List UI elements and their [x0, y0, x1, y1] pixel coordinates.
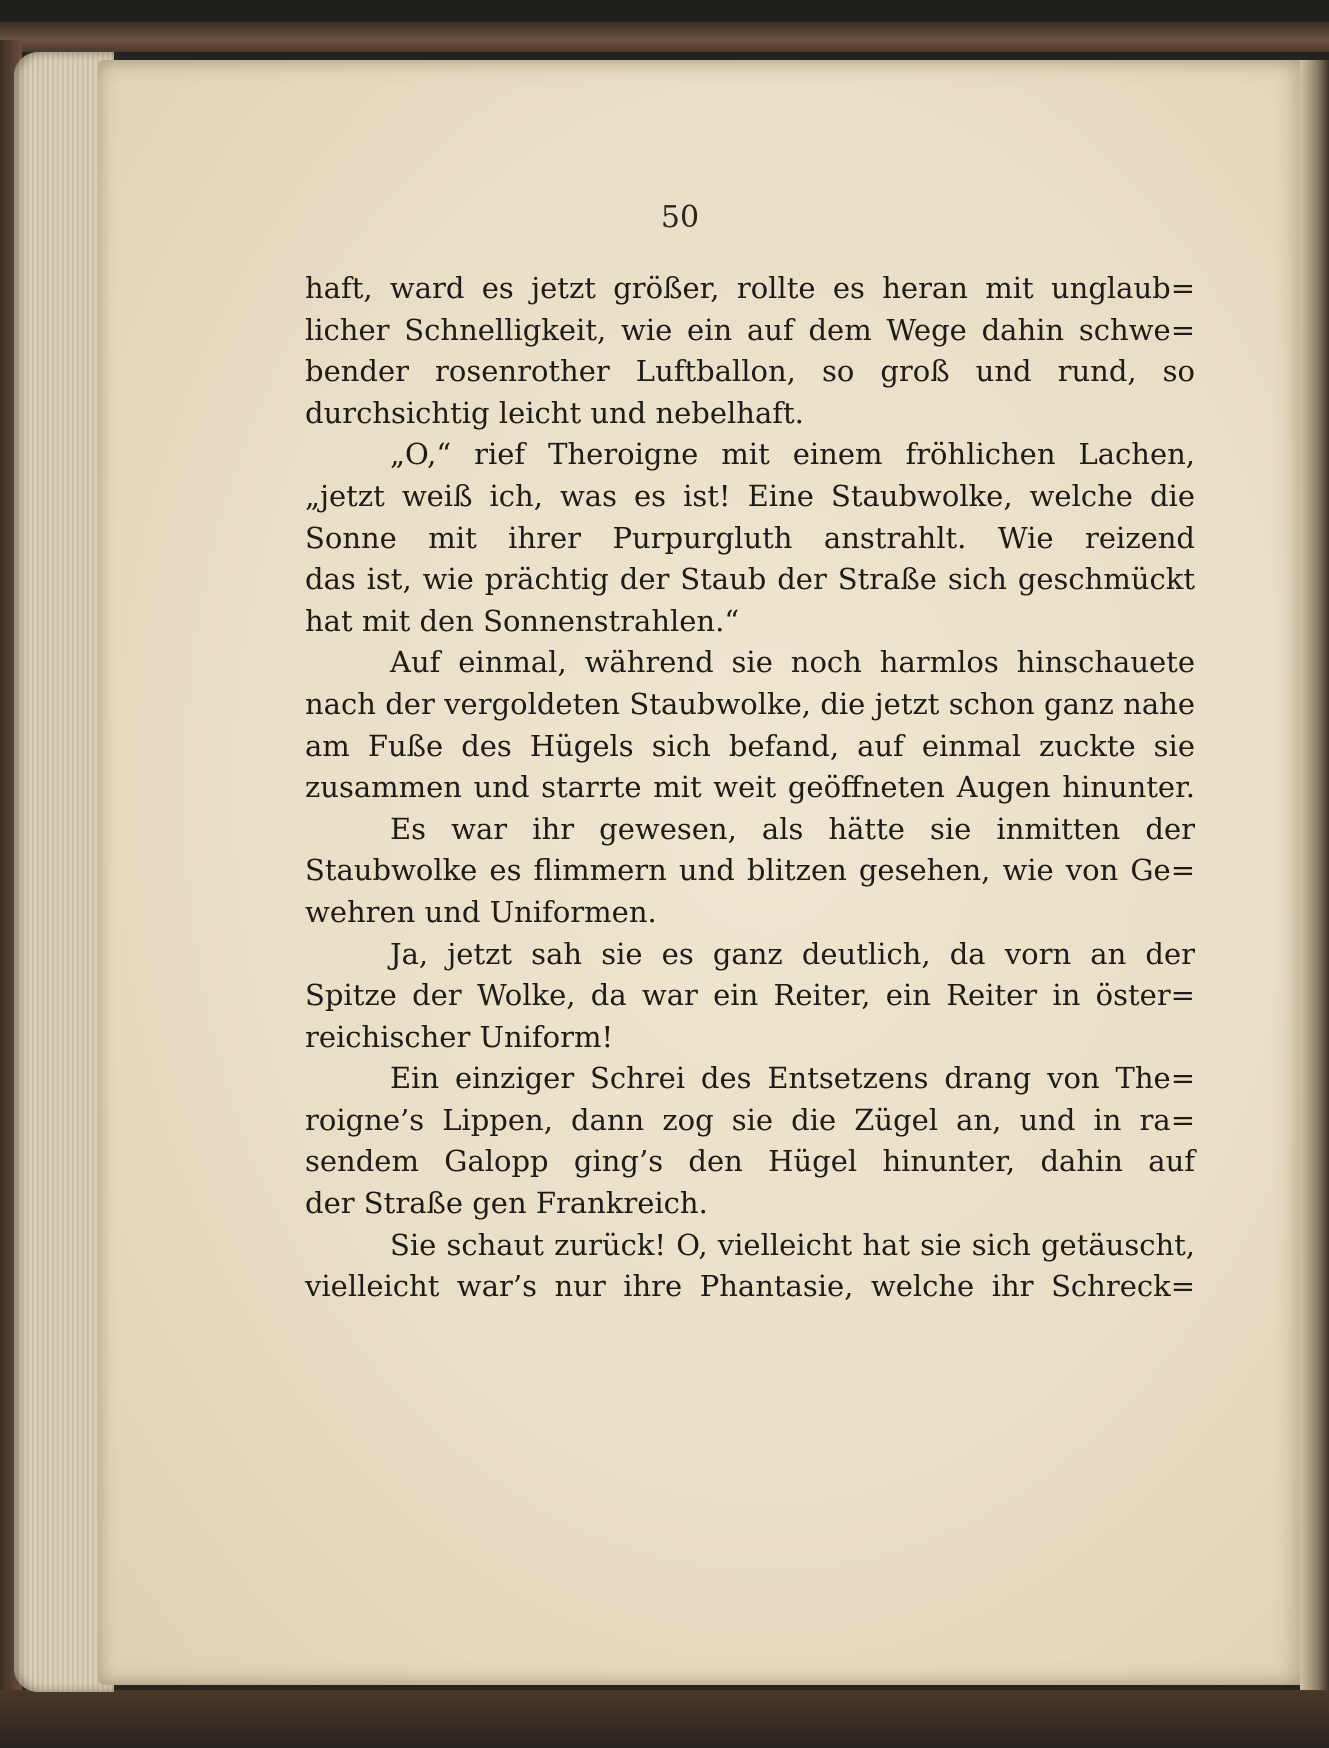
- text-line: der Straße gen Frankreich.: [305, 1186, 708, 1221]
- text-line: licher Schnelligkeit, wie ein auf dem Wege dahin schwe=: [305, 312, 1195, 347]
- text-line: haft, ward es jetzt größer, rollte es heran mit unglaub=: [305, 271, 1195, 305]
- text-line: vielleicht war’s nur ihre Phantasie, welche ihr Schreck=: [305, 1269, 1195, 1304]
- text-line: Es war ihr gewesen, als hätte sie inmitten der: [390, 811, 1195, 846]
- cover-edge-top: [0, 22, 1329, 52]
- text-line: durchsichtig leicht und nebelhaft.: [305, 395, 804, 430]
- text-line: Ja, jetzt sah sie es ganz deutlich, da vorn an der: [390, 936, 1195, 971]
- text-line: reichischer Uniform!: [305, 1019, 614, 1054]
- page-text: [305, 268, 1195, 1308]
- text-line: hat mit den Sonnenstrahlen.“: [305, 603, 740, 638]
- text-line: „O,“ rief Theroigne mit einem fröhlichen Lachen,: [390, 437, 1195, 472]
- cover-edge-bottom: [0, 1690, 1329, 1748]
- text-line: Auf einmal, während sie noch harmlos hinschauete: [390, 645, 1195, 680]
- text-line: Sonne mit ihrer Purpurgluth anstrahlt. Wie reizend: [305, 520, 1195, 555]
- text-line: Staubwolke es flimmern und blitzen gesehen, wie von Ge=: [305, 853, 1195, 888]
- text-line: „jetzt weiß ich, was es ist! Eine Staubwolke, welche die: [305, 478, 1195, 513]
- text-line: nach der vergoldeten Staubwolke, die jetzt schon ganz nahe: [305, 686, 1195, 721]
- text-line: das ist, wie prächtig der Staub der Straße sich geschmückt: [305, 562, 1195, 597]
- text-line: Ein einziger Schrei des Entsetzens drang von The=: [390, 1061, 1195, 1096]
- text-line: wehren und Uniformen.: [305, 894, 657, 929]
- text-line: sendem Galopp ging’s den Hügel hinunter, dahin auf: [305, 1144, 1195, 1179]
- facing-page-edge: [1300, 60, 1329, 1690]
- text-line: am Fuße des Hügels sich befand, auf einmal zuckte sie: [305, 728, 1195, 763]
- text-line: Sie schaut zurück! O, vielleicht hat sie sich getäuscht,: [390, 1227, 1195, 1262]
- text-line: Spitze der Wolke, da war ein Reiter, ein Reiter in öster=: [305, 978, 1195, 1013]
- text-line: zusammen und starrte mit weit geöffneten Augen hinunter.: [305, 770, 1195, 805]
- page-number: 50: [660, 200, 700, 235]
- text-line: roigne’s Lippen, dann zog sie die Zügel an, und in ra=: [305, 1102, 1195, 1137]
- text-line: bender rosenrother Luftballon, so groß und rund, so: [305, 354, 1195, 389]
